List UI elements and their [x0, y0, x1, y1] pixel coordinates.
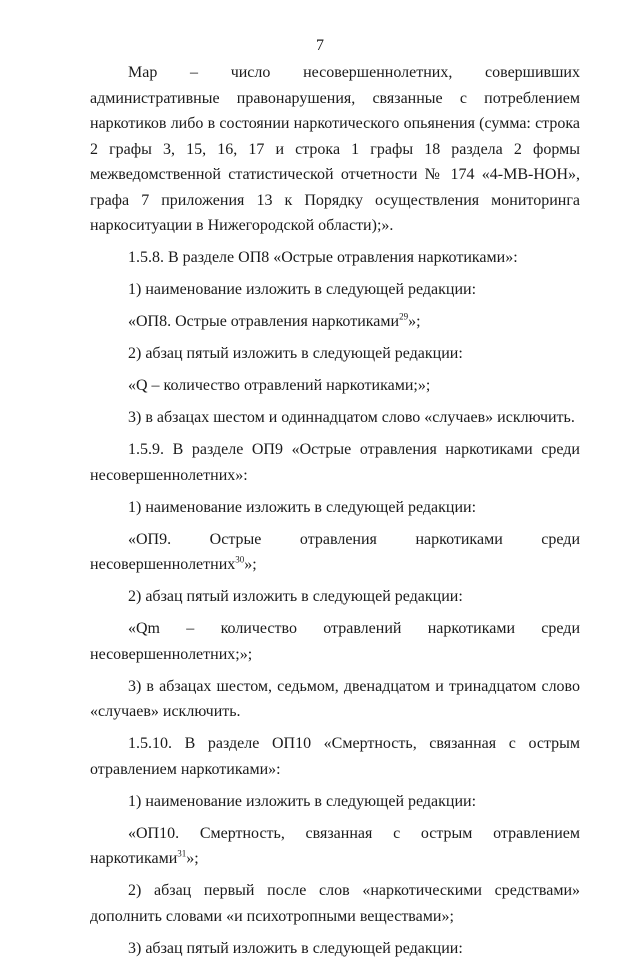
- paragraph-op9-qm-definition: «Qm – количество отравлений наркотиками среди несовершеннолетних;»;: [90, 620, 580, 663]
- paragraph-op8-q-definition: «Q – количество отравлений наркотиками;»;: [128, 377, 431, 394]
- paragraph-op8-item-3: 3) в абзацах шестом и одиннадцатом слово «случаев» исключить.: [128, 409, 575, 426]
- paragraph-op8-title: [90, 309, 580, 335]
- paragraph-op9-item-3: 3) в абзацах шестом, седьмом, двенадцатом и тринадцатом слово «случаев» исключить.: [90, 677, 580, 720]
- footnote-ref-31: 31: [177, 848, 187, 859]
- paragraph-op10-item-1: 1) наименование изложить в следующей редакции:: [128, 792, 477, 810]
- paragraph-op10-item-2: 2) абзац первый после слов «наркотическими средствами» дополнить словами «и психотропными веществами»;: [90, 882, 580, 925]
- op9-title-end: »;: [244, 556, 257, 573]
- paragraph-map-definition: Map – число несовершеннолетних, совершивших административные правонарушения, связанные с потреблением наркотиков либо в состоянии наркотического опьянения (сумма: строка 2 графы 3, 15, 16, 17 и строка 1 графы 18 раздела 2 формы межведомственной статистической отчетности № 174 «4-МВ-НОН», графа 7 приложения 13 к Порядку осуществления мониторинга наркоситуации в Нижегородской области);».: [90, 64, 580, 234]
- footnote-ref-30: 30: [235, 554, 245, 565]
- op9-title-text: «ОП9. Острые отравления наркотиками среди несовершеннолетних: [90, 530, 580, 573]
- paragraph-section-1-5-10: 1.5.10. В разделе ОП10 «Смертность, связанная с острым отравлением наркотиками»:: [90, 735, 580, 778]
- page-number: 7: [316, 37, 324, 54]
- op10-title-end: »;: [186, 850, 199, 867]
- paragraph-op10-title: [90, 821, 580, 872]
- paragraph-op8-item-2: 2) абзац пятый изложить в следующей редакции:: [128, 345, 463, 362]
- paragraph-op9-title: [90, 527, 580, 578]
- paragraph-section-1-5-8: 1.5.8. В разделе ОП8 «Острые отравления наркотиками»:: [128, 249, 518, 266]
- document-body: [90, 60, 580, 968]
- paragraph-section-1-5-9: 1.5.9. В разделе ОП9 «Острые отравления наркотиками среди несовершеннолетних»:: [90, 441, 580, 484]
- paragraph-op8-item-1: 1) наименование изложить в следующей редакции:: [128, 281, 477, 298]
- op8-title-text: «ОП8. Острые отравления наркотиками: [128, 313, 400, 330]
- paragraph-op9-item-2: 2) абзац пятый изложить в следующей редакции:: [128, 588, 463, 605]
- op10-title-text: «ОП10. Смертность, связанная с острым отравлением наркотиками: [90, 824, 580, 867]
- paragraph-op9-item-1: 1) наименование изложить в следующей редакции:: [128, 498, 477, 516]
- footnote-ref-29: 29: [399, 311, 409, 322]
- op8-title-end: »;: [408, 313, 421, 330]
- paragraph-op10-item-3: 3) абзац пятый изложить в следующей редакции:: [128, 939, 463, 957]
